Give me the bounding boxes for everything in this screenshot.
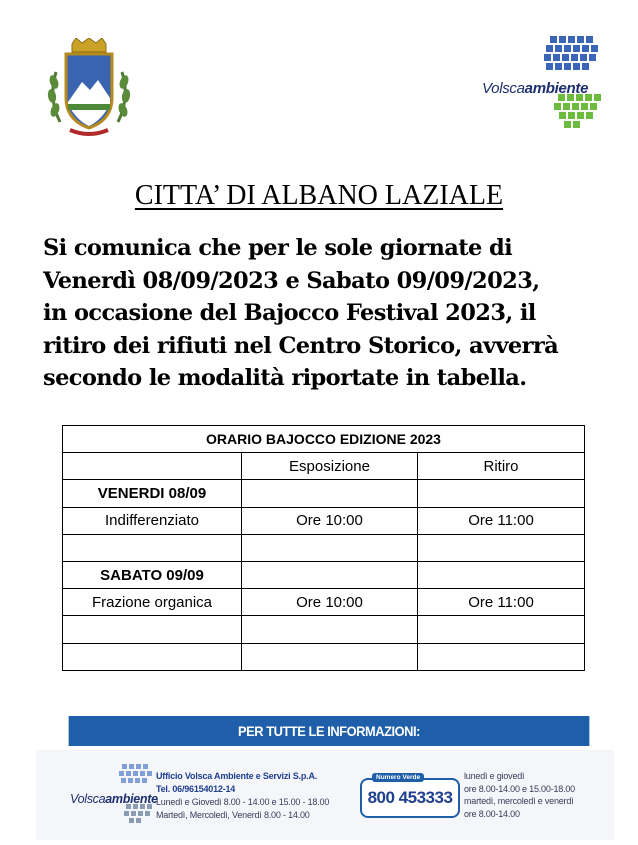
- table-row: [63, 643, 585, 670]
- table-cell: [242, 480, 418, 507]
- office-hours: Lunedì e Giovedì 8.00 - 14.00 e 15.00 - 18.00: [156, 797, 330, 807]
- hours-line: martedì, mercoledì e venerdì: [464, 796, 574, 806]
- table-cell: [242, 561, 418, 588]
- table-cell: [418, 616, 585, 643]
- pickup-time-cell: Ore 11:00: [418, 589, 585, 616]
- table-row: [63, 507, 585, 534]
- notice-text: [43, 232, 623, 395]
- day-cell: VENERDI 08/09: [63, 480, 242, 507]
- table-row: [63, 480, 585, 507]
- table-header-row: [63, 453, 585, 480]
- table-row: [63, 589, 585, 616]
- hours-line: lunedì e giovedì: [464, 771, 525, 781]
- hours-line: ore 8.00-14.00: [464, 808, 520, 819]
- column-header: [63, 453, 242, 480]
- table-cell: [242, 643, 418, 670]
- office-phone: Tel. 06/96154012-14: [156, 784, 236, 794]
- table-cell: [242, 534, 418, 561]
- table-cell: [63, 616, 242, 643]
- hours-line: ore 8.00-14.00 e 15.00-18.00: [464, 783, 575, 794]
- notice-line: ritiro dei rifiuti nel Centro Storico, avverrà: [43, 332, 559, 359]
- schedule-table: [62, 425, 585, 671]
- exposure-time-cell: Ore 10:00: [242, 589, 418, 616]
- toll-free-number: 800 453333: [367, 788, 453, 807]
- footer-wordmark: Volscaambiente: [70, 792, 158, 806]
- notice-line: in occasione del Bajocco Festival 2023, il: [43, 300, 536, 326]
- table-cell: [418, 561, 585, 588]
- office-hours: Martedì, Mercoledì, Venerdì 8.00 - 14.00: [156, 810, 310, 820]
- table-cell: [63, 534, 242, 561]
- office-name: Ufficio Volsca Ambiente e Servizi S.p.A.: [156, 771, 318, 781]
- pickup-time-cell: Ore 11:00: [418, 507, 585, 534]
- column-header-esposizione: Esposizione: [242, 453, 418, 480]
- table-cell: [418, 643, 585, 670]
- table-row: [63, 534, 585, 561]
- notice-line: Si comunica che per le sole giornate di: [43, 235, 513, 261]
- office-info: [156, 770, 329, 822]
- waste-type-cell: Frazione organica: [63, 589, 242, 616]
- volscambiente-wordmark: Volscaambiente: [482, 80, 589, 97]
- page-title: CITTA’ DI ALBANO LAZIALE: [134, 180, 504, 211]
- waste-type-cell: Indifferenziato: [63, 507, 242, 534]
- day-cell: SABATO 09/09: [63, 561, 242, 588]
- table-row: [63, 561, 585, 588]
- table-row: [63, 616, 585, 643]
- city-crest-logo: [46, 38, 132, 140]
- volscambiente-logo: [478, 36, 618, 140]
- exposure-time-cell: Ore 10:00: [242, 507, 418, 534]
- info-footer: [36, 716, 614, 840]
- table-cell: [418, 480, 585, 507]
- notice-line: Venerdì 08/09/2023 e Sabato 09/09/2023,: [43, 267, 540, 294]
- toll-free-badge: [360, 774, 460, 818]
- info-banner: PER TUTTE LE INFORMAZIONI:: [69, 716, 590, 746]
- table-cell: [63, 643, 242, 670]
- toll-free-label: Numero Verde: [372, 773, 424, 782]
- column-header-ritiro: Ritiro: [418, 453, 585, 480]
- table-cell: [418, 534, 585, 561]
- table-cell: [242, 616, 418, 643]
- toll-free-hours: [464, 770, 575, 820]
- table-caption: ORARIO BAJOCCO EDIZIONE 2023: [63, 426, 585, 453]
- table-caption-row: [63, 426, 585, 453]
- notice-line: secondo le modalità riportate in tabella.: [43, 365, 527, 391]
